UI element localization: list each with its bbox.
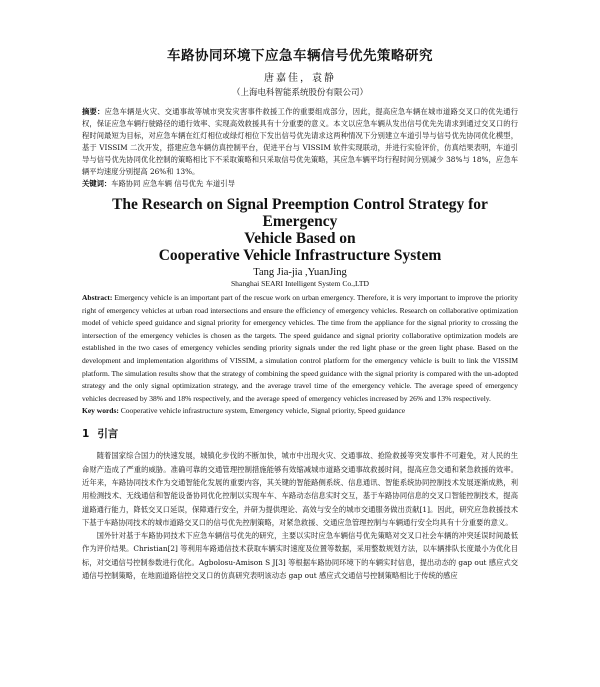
body-text — [82, 449, 518, 582]
chinese-authors: 唐嘉佳，袁静 — [264, 73, 336, 84]
english-keywords-label: Key words: — [82, 406, 119, 416]
chinese-keywords-label: 关键词： — [82, 179, 112, 188]
english-title-line-2: Vehicle Based on — [244, 230, 356, 247]
section-number: 1 — [82, 428, 90, 441]
chinese-keywords-text: 车路协同 应急车辆 信号优先 车道引导 — [111, 179, 235, 188]
english-abstract-label: Abstract: — [82, 293, 113, 302]
english-affiliation: Shanghai SEARI Intelligent System Co.,LTD — [230, 279, 370, 288]
body-paragraph-2: 国外针对基于车路协同技术下应急车辆信号优先的研究，主要以实时应急车辆信号优先策略对交叉口社会车辆的冲突延误时间最低作为评价结果。Christian[2] 等利用车路通信技术获取车辆实时速度及位置等数据，采用整数规划方法，以车辆排队长度最小为优化目标，对交通信号控制参数进行优化。Agbolosu-Amison S J[3] 等根据车路协同环境下的车辆实时信息，提出动态的 gap out 感应式交通信号控制策略，在地面道路信控交叉口的仿真研究表明该动态 gap out 感应式交通信号控制策略相比于传统的感应 — [82, 531, 518, 581]
chinese-abstract-label: 摘要： — [82, 107, 105, 116]
chinese-keywords — [82, 178, 518, 190]
body-paragraph-1: 随着国家综合国力的快速发展，城镇化步伐的不断加快，城市中出现火灾、交通事故、抢险救援等突发事件不可避免，对人民的生命财产造成了严重的威胁。准确可靠的交通管理控制措施能够有效缩减城市道路交通事故救援时间，提高应急交通和紧急救援的效率。近年来，车路协同技术作为交通智能化发展的重要内容，其关键的智能路侧系统、信息通讯、智能系统协同控制技术发展逐渐成熟，利用检测技术、无线通信和智能设备协同优化控制以实现车车、车路动态信息实时交互，基于车路协同信息的交叉口智能控制技术，提高道路通行能力，降低交叉口延误，保障通行安全，并研为提供理论、高效与安全的城市交通服务做出贡献[1]。因此，研究应急救援技术下基于车路协同技术的城市道路交叉口的信号优先控制策略，对紧急救援、交通应急管理控制与车辆通行安全均具有十分重要的意义。 — [82, 451, 518, 527]
english-keywords — [82, 405, 518, 417]
section-heading — [82, 426, 518, 441]
chinese-abstract — [82, 106, 518, 178]
english-title — [82, 196, 518, 264]
chinese-abstract-text: 应急车辆是火灾、交通事故等城市突发灾害事件救援工作的重要组成部分，因此，提高应急车辆在城市道路交叉口的优先通行权，保证应急车辆行驶路径的通行效率、实现高效救援具有十分重要的意义。本文以应急车辆从发出信号优先先请求到通过交叉口的行程时间最短为目标，对应急车辆在红灯相位或绿灯相位下发出信号优先请求这两种情况下分别建立车道引导与信号优先协同优化模型，基于 VISSIM 二次开发，搭建应急车辆仿真控制平台，促进平台与 VISSIM 软件实现联动，并进行实验评价，仿真结果表明，车道引导与信号优先协同优化控制的策略相比下不采取策略和只采取信号优先策略，其应急车辆平均行程时间分别减少 38%与 18%，应急车辆平均速度分别提高 26%和 13%。 — [82, 107, 519, 176]
english-abstract — [82, 292, 518, 405]
chinese-title: 车路协同环境下应急车辆信号优先策略研究 — [167, 48, 433, 64]
chinese-affiliation: （上海电科智能系统股份有限公司） — [231, 88, 368, 98]
english-authors: Tang Jia-jia ,YuanJing — [253, 267, 347, 278]
section-title: 引言 — [97, 428, 119, 441]
english-abstract-text: Emergency vehicle is an important part of the rescue work on urban emergency. Therefore, it is very important to improve the priority right of emergency vehicles at urban road intersections and ensure the efficiency of emergency vehicles. Research on collaborative optimization model of vehicle speed guidance and signal priority for emergency vehicles. The time from the appliance for the signal priority to crossing the intersection of the emergency vehicles is chosen as the targets. The speed guidance and signal priority collaborative optimization models are established in the two cases of emergency vehicles sending priority signals under the red light phase or the green light phase. Based on the development and implementation algorithms of VISSIM, a simulation control platform for the emergency vehicle is built to link the VISSIM platform. The simulation results show that the strategy of combining the speed guidance with the signal priority is compared with the un-adopted strategy and the only signal optimization strategy, and the average travel time of the emergency vehicle. The average speed of emergency vehicles decreased by 38% and 18% respectively, and the average speed of emergency vehicles increased by 26% and 13% respectively. — [82, 293, 519, 403]
english-title-line-3: Cooperative Vehicle Infrastructure System — [158, 247, 442, 264]
english-keywords-text: Cooperative vehicle infrastructure system, Emergency vehicle, Signal priority, Speed guidance — [120, 406, 406, 416]
english-title-line-1: The Research on Signal Preemption Control Strategy for Emergency — [112, 196, 488, 230]
